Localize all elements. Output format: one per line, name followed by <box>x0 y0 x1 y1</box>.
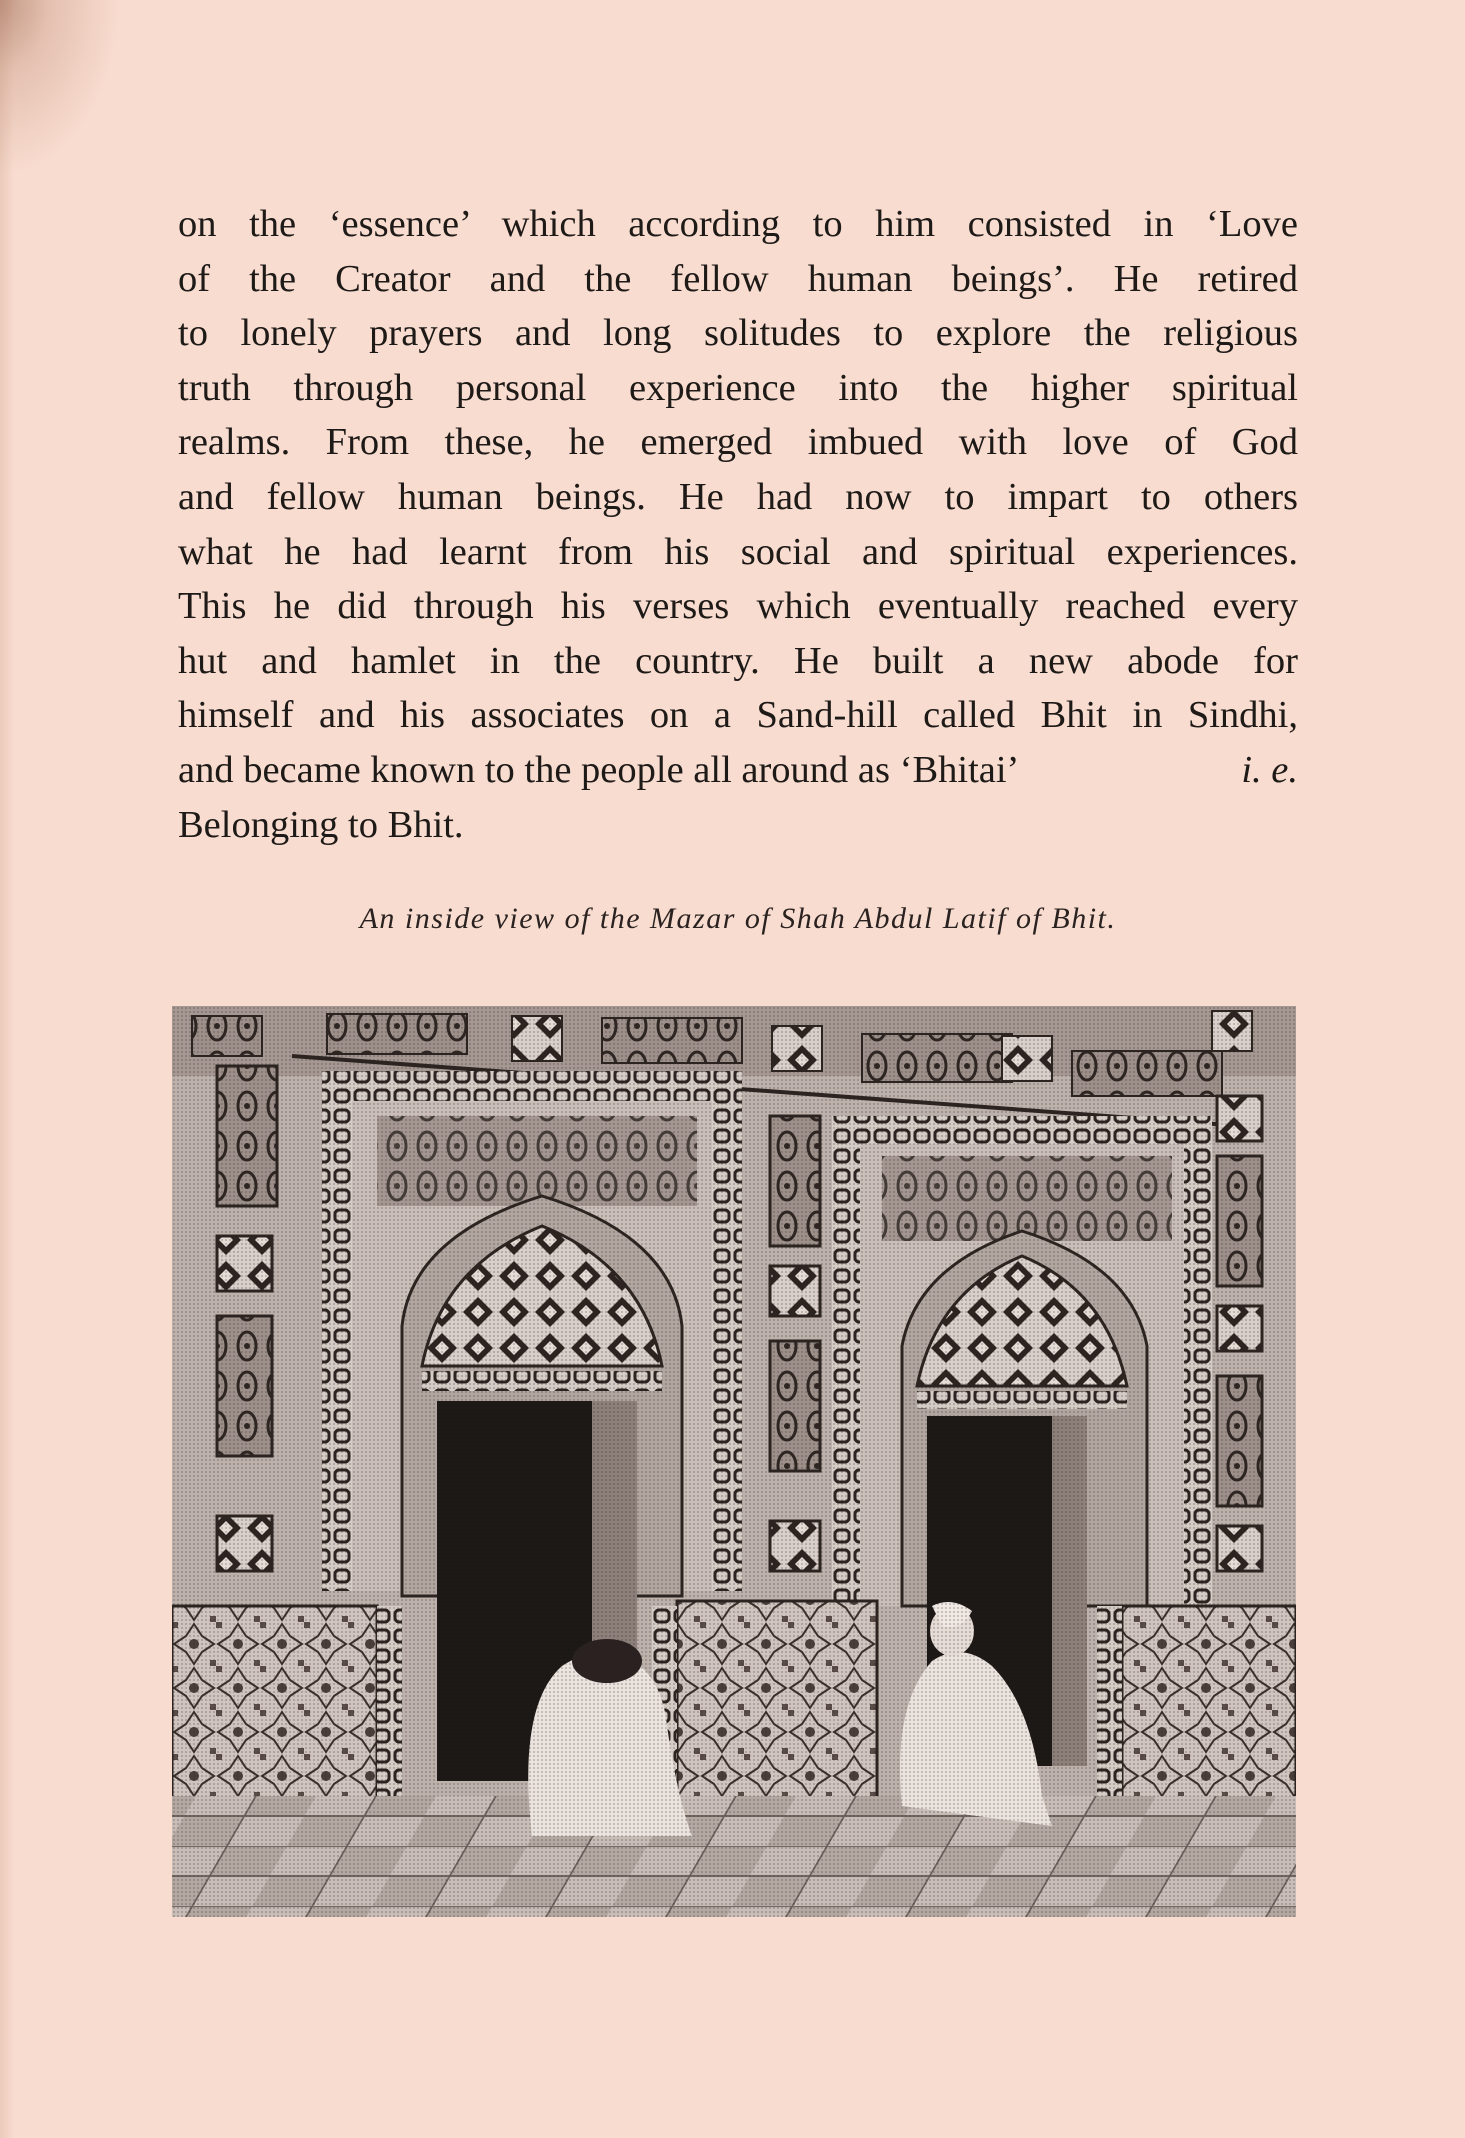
text-line: realms. From these, he emerged imbued with love of God <box>178 421 1298 464</box>
text-line-italic: i. e. <box>1241 748 1298 791</box>
text-line: of the Creator and the fellow human beings’. He retired <box>178 257 1298 300</box>
mazar-photograph <box>172 1006 1296 1917</box>
photo-caption: An inside view of the Mazar of Shah Abdul Latif of Bhit. <box>359 902 1117 935</box>
text-line: hut and hamlet in the country. He built a new abode for <box>178 639 1298 682</box>
text-line: what he had learnt from his social and spiritual experiences. <box>178 530 1298 573</box>
text-line: on the ‘essence’ which according to him consisted in ‘Love <box>178 203 1298 245</box>
text-line: himself and his associates on a Sand-hill called Bhit in Sindhi, <box>178 694 1298 737</box>
text-line: and fellow human beings. He had now to impart to others <box>178 475 1298 518</box>
text-line <box>178 743 1298 798</box>
text-line: This he did through his verses which eventually reached every <box>178 585 1298 628</box>
text-line-main: and became known to the people all around as ‘Bhitai’ <box>178 748 1020 791</box>
text-line: Belonging to Bhit. <box>178 803 464 846</box>
text-line: to lonely prayers and long solitudes to explore the religious <box>178 312 1298 355</box>
text-line: truth through personal experience into the higher spiritual <box>178 366 1298 409</box>
body-paragraph <box>178 197 1298 852</box>
